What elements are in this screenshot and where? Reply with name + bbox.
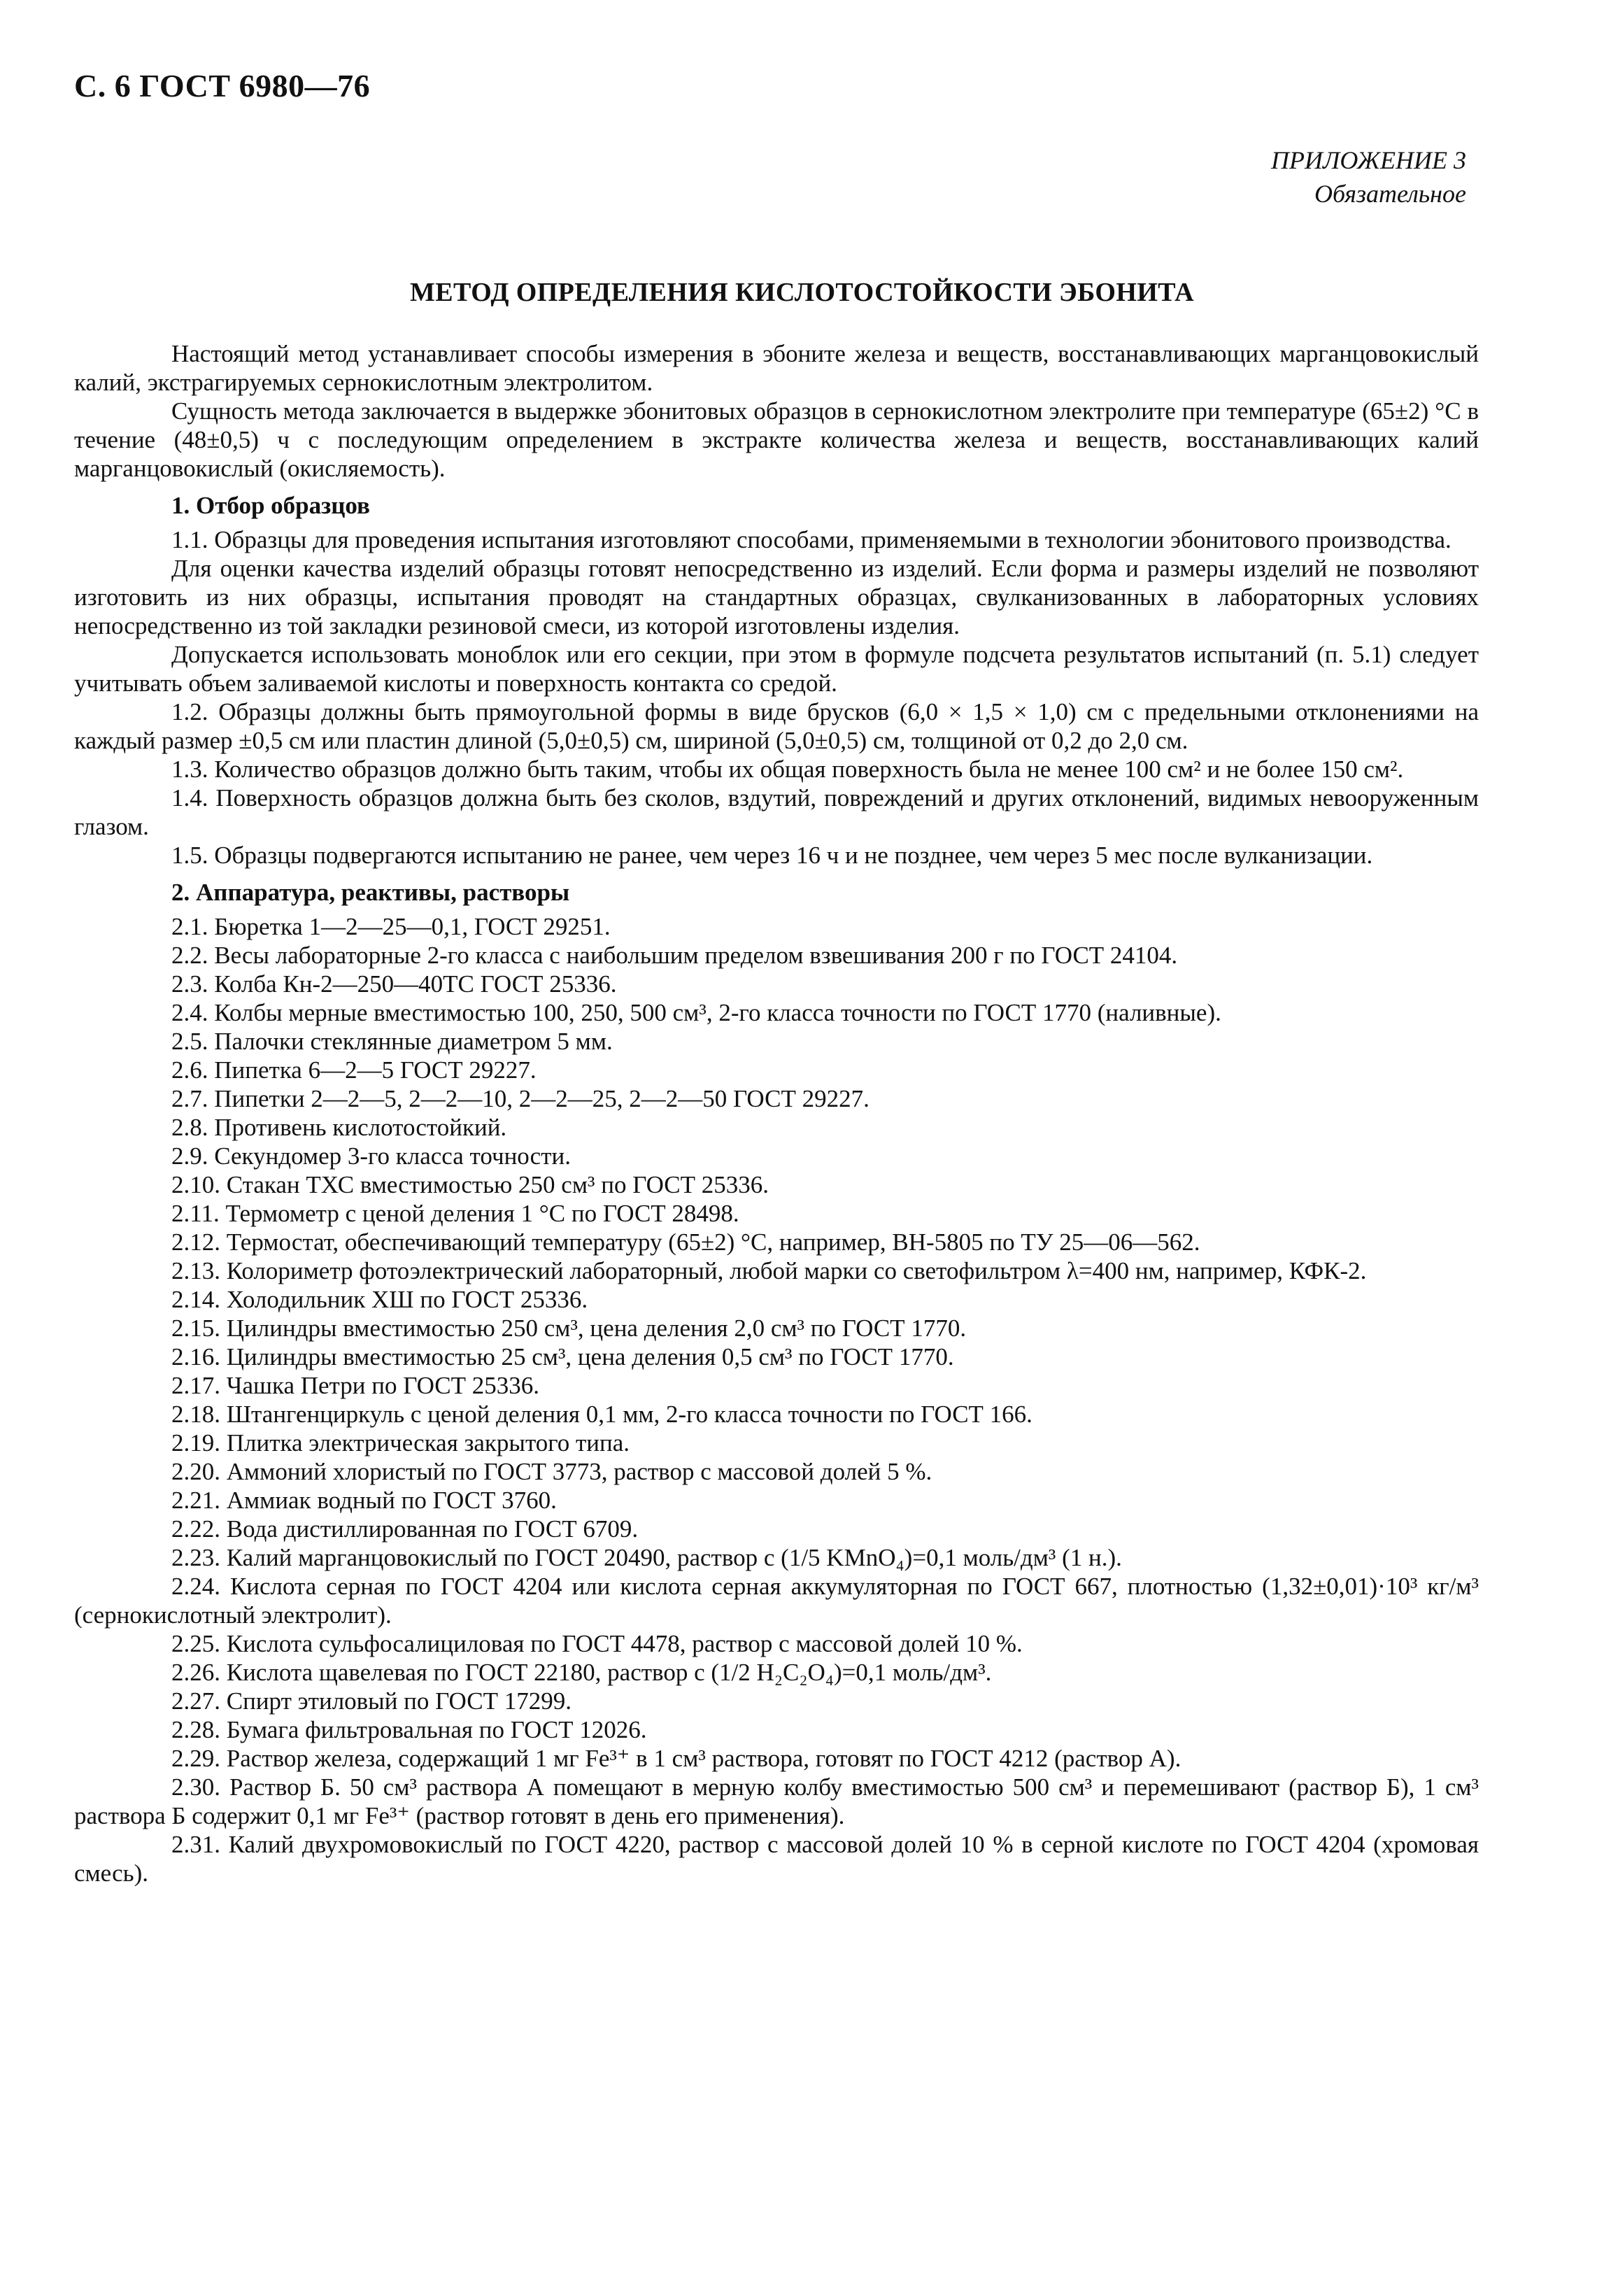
section-paragraph: 1.2. Образцы должны быть прямоугольной формы в виде брусков (6,0 × 1,5 × 1,0) см с предельными отклонениями на каждый размер ±0,5 см или пластин длиной (5,0±0,5) см, шириной (5,0±0,5) см, толщиной от 0,2 до 2,0 см. xyxy=(74,698,1479,754)
list-item: 2.4. Колбы мерные вместимостью 100, 250, 500 см³, 2-го класса точности по ГОСТ 1770 (наливные). xyxy=(171,999,1221,1026)
page-header: С. 6 ГОСТ 6980—76 xyxy=(74,68,371,104)
list-item: 2.30. Раствор Б. 50 см³ раствора А помещают в мерную колбу вместимостью 500 см³ и перемешивают (раствор Б), 1 см³ раствора Б содержит 0,1 мг Fe³⁺ (раствор готовят в день его применения). xyxy=(74,1773,1479,1829)
document-body xyxy=(74,339,1479,1887)
section-paragraph: Допускается использовать моноблок или его секции, при этом в формуле подсчета результатов испытаний (п. 5.1) следует учитывать объем заливаемой кислоты и поверхность контакта со средой. xyxy=(74,641,1479,697)
list-item: 2.19. Плитка электрическая закрытого типа. xyxy=(171,1429,630,1457)
document-title: МЕТОД ОПРЕДЕЛЕНИЯ КИСЛОТОСТОЙКОСТИ ЭБОНИТА xyxy=(410,278,1194,307)
equipment-list xyxy=(74,912,1479,1887)
list-item: 2.15. Цилиндры вместимостью 250 см³, цена деления 2,0 см³ по ГОСТ 1770. xyxy=(171,1314,967,1342)
list-item: 2.29. Раствор железа, содержащий 1 мг Fe³⁺ в 1 см³ раствора, готовят по ГОСТ 4212 (раствор А). xyxy=(171,1745,1181,1772)
list-item: 2.20. Аммоний хлористый по ГОСТ 3773, раствор с массовой долей 5 %. xyxy=(171,1458,932,1485)
list-item: 2.31. Калий двухромовокислый по ГОСТ 4220, раствор с массовой долей 10 % в серной кислоте по ГОСТ 4204 (хромовая смесь). xyxy=(74,1831,1479,1887)
list-item: 2.6. Пипетка 6—2—5 ГОСТ 29227. xyxy=(171,1056,537,1084)
list-item: 2.9. Секундомер 3-го класса точности. xyxy=(171,1142,571,1170)
list-item: 2.8. Противень кислотостойкий. xyxy=(171,1114,507,1141)
list-item: 2.12. Термостат, обеспечивающий температуру (65±2) °С, например, ВН-5805 по ТУ 25—06—562. xyxy=(171,1228,1200,1256)
list-item: 2.5. Палочки стеклянные диаметром 5 мм. xyxy=(171,1028,613,1055)
intro-paragraph: Настоящий метод устанавливает способы измерения в эбоните железа и веществ, восстанавливающих марганцовокислый калий, экстрагируемых сернокислотным электролитом. xyxy=(74,340,1479,396)
intro-paragraph: Сущность метода заключается в выдержке эбонитовых образцов в сернокислотном электролите при температуре (65±2) °С в течение (48±0,5) ч с последующим определением в экстракте количества железа и веществ, восстанавливающих калий марганцовокислый (окисляемость). xyxy=(74,397,1479,482)
section-paragraph: 1.5. Образцы подвергаются испытанию не ранее, чем через 16 ч и не позднее, чем через 5 мес после вулканизации. xyxy=(171,842,1373,869)
section-paragraph: 1.4. Поверхность образцов должна быть без сколов, вздутий, повреждений и других отклонений, видимых невооруженным глазом. xyxy=(74,784,1479,840)
list-item: 2.17. Чашка Петри по ГОСТ 25336. xyxy=(171,1372,540,1399)
list-item: 2.27. Спирт этиловый по ГОСТ 17299. xyxy=(171,1687,572,1715)
list-item: 2.7. Пипетки 2—2—5, 2—2—10, 2—2—25, 2—2—50 ГОСТ 29227. xyxy=(171,1085,870,1112)
list-item: 2.3. Колба Кн-2—250—40ТС ГОСТ 25336. xyxy=(171,970,617,998)
list-item: 2.18. Штангенциркуль с ценой деления 0,1 мм, 2-го класса точности по ГОСТ 166. xyxy=(171,1401,1032,1428)
list-item: 2.1. Бюретка 1—2—25—0,1, ГОСТ 29251. xyxy=(171,913,611,940)
appendix-label: ПРИЛОЖЕНИЕ 3 xyxy=(1271,146,1466,174)
appendix-block xyxy=(1271,143,1466,211)
section-heading: 1. Отбор образцов xyxy=(171,492,370,519)
list-item: 2.16. Цилиндры вместимостью 25 см³, цена деления 0,5 см³ по ГОСТ 1770. xyxy=(171,1343,954,1370)
list-item: 2.11. Термометр с ценой деления 1 °С по ГОСТ 28498. xyxy=(171,1200,739,1227)
list-item: 2.22. Вода дистиллированная по ГОСТ 6709. xyxy=(171,1515,639,1543)
list-item: 2.28. Бумага фильтровальная по ГОСТ 12026. xyxy=(171,1716,647,1743)
section-paragraph: Для оценки качества изделий образцы готовят непосредственно из изделий. Если форма и размеры изделий не позволяют изготовить из них образцы, испытания проводят на стандартных образцах, свулканизованных в лабораторных условиях непосредственно из той закладки резиновой смеси, из которой изготовлены изделия. xyxy=(74,555,1479,639)
list-item: 2.24. Кислота серная по ГОСТ 4204 или кислота серная аккумуляторная по ГОСТ 667, плотностью (1,32±0,01)·10³ кг/м³ (сернокислотный электролит). xyxy=(74,1573,1479,1629)
list-item: 2.25. Кислота сульфосалициловая по ГОСТ 4478, раствор с массовой долей 10 %. xyxy=(171,1630,1023,1657)
list-item: 2.13. Колориметр фотоэлектрический лабораторный, любой марки со светофильтром λ=400 нм, например, КФК-2. xyxy=(171,1257,1367,1284)
list-item: 2.14. Холодильник ХШ по ГОСТ 25336. xyxy=(171,1286,588,1313)
section-paragraph: 1.3. Количество образцов должно быть таким, чтобы их общая поверхность была не менее 100 см² и не более 150 см². xyxy=(171,756,1404,783)
section-heading: 2. Аппаратура, реактивы, растворы xyxy=(171,879,570,906)
list-item: 2.21. Аммиак водный по ГОСТ 3760. xyxy=(171,1487,557,1514)
list-item: 2.10. Стакан ТХС вместимостью 250 см³ по ГОСТ 25336. xyxy=(171,1171,769,1198)
list-item: 2.23. Калий марганцовокислый по ГОСТ 20490, раствор c (1/5 KMnO₄)=0,1 моль/дм³ (1 н.). xyxy=(171,1544,1122,1571)
list-item: 2.2. Весы лабораторные 2-го класса с наибольшим пределом взвешивания 200 г по ГОСТ 24104. xyxy=(171,942,1178,969)
list-item: 2.26. Кислота щавелевая по ГОСТ 22180, раствор c (1/2 H₂C₂O₄)=0,1 моль/дм³. xyxy=(171,1659,992,1686)
section-paragraph: 1.1. Образцы для проведения испытания изготовляют способами, применяемыми в технологии эбонитового производства. xyxy=(171,526,1452,553)
appendix-status: Обязательное xyxy=(1314,180,1466,208)
